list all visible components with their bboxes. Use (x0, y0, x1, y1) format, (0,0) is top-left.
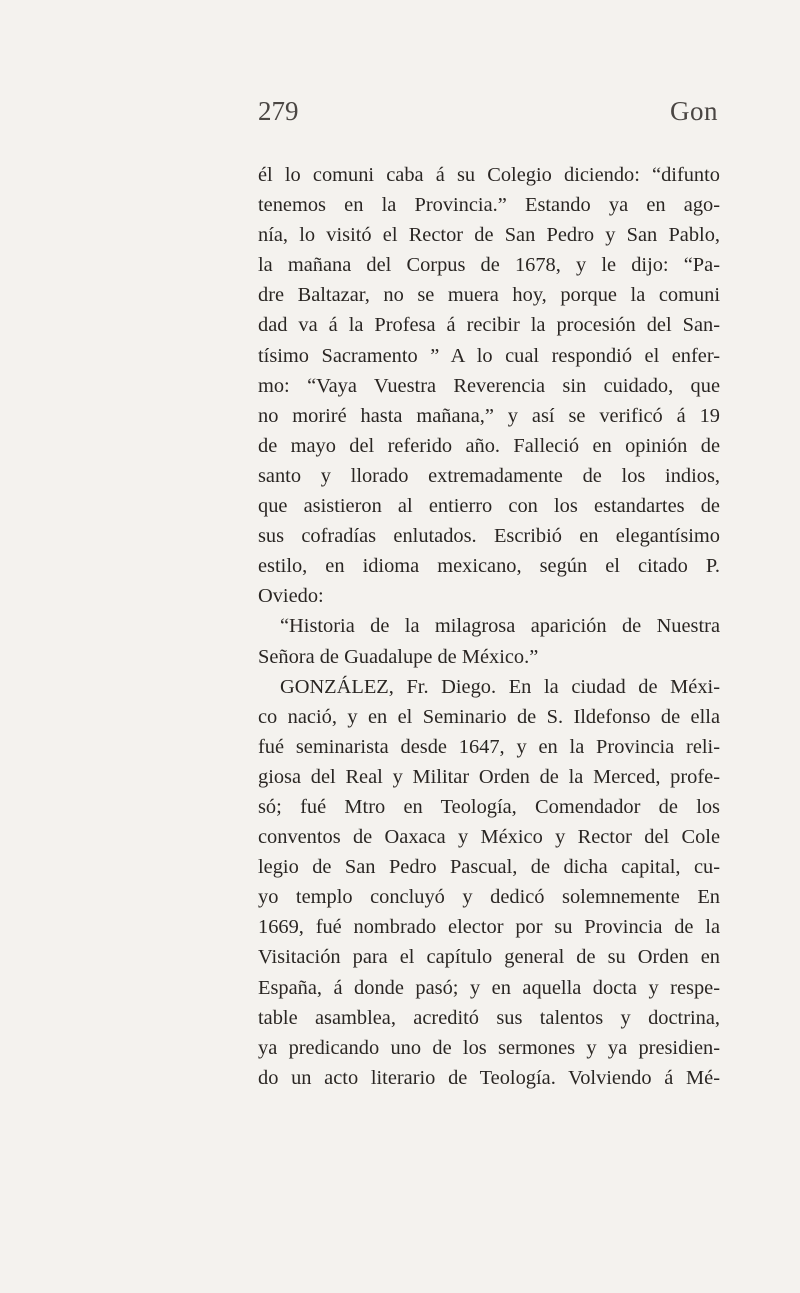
text-line: que asistieron al entierro con los estandartes de (258, 495, 720, 518)
text-line: legio de San Pedro Pascual, de dicha capital, cu- (258, 856, 720, 879)
page-header (258, 96, 718, 136)
text-line: yo templo concluyó y dedicó solemnemente En (258, 886, 720, 909)
text-line: estilo, en idioma mexicano, según el citado P. (258, 555, 720, 578)
text-line: la mañana del Corpus de 1678, y le dijo: “Pa- (258, 254, 720, 277)
text-line: él lo comuni caba á su Colegio diciendo: “difunto (258, 164, 720, 186)
text-line: tísimo Sacramento ” A lo cual respondió el enfer- (258, 344, 720, 367)
text-line: 1669, fué nombrado elector por su Provincia de la (258, 916, 720, 939)
text-line: giosa del Real y Militar Orden de la Merced, profe- (258, 765, 720, 788)
text-line: co nació, y en el Seminario de S. Ildefonso de ella (258, 705, 720, 728)
text-line: mo: “Vaya Vuestra Reverencia sin cuidado, que (258, 374, 720, 397)
text-line: fué seminarista desde 1647, y en la Provincia reli- (258, 735, 720, 758)
text-line: sus cofradías enlutados. Escribió en elegantísimo (258, 525, 720, 548)
running-head: Gon (670, 96, 718, 126)
text-line: santo y llorado extremadamente de los indios, (258, 464, 720, 487)
text-line: dad va á la Profesa á recibir la procesión del San- (258, 314, 720, 337)
text-line: GONZÁLEZ, Fr. Diego. En la ciudad de Méxi- (280, 675, 720, 698)
text-line: Señora de Guadalupe de México.” (258, 645, 539, 668)
text-line: nía, lo visitó el Rector de San Pedro y San Pablo, (258, 224, 720, 247)
text-line: de mayo del referido año. Falleció en opinión de (258, 434, 720, 457)
text-line: no moriré hasta mañana,” y así se verificó á 19 (258, 404, 720, 427)
body-text (258, 160, 720, 1093)
text-line: conventos de Oaxaca y México y Rector del Cole (258, 826, 720, 849)
text-line: tenemos en la Provincia.” Estando ya en ago- (258, 194, 720, 217)
text-line: ya predicando uno de los sermones y ya presidien- (258, 1036, 720, 1059)
page-number: 279 (258, 96, 299, 126)
text-line: España, á donde pasó; y en aquella docta y respe- (258, 976, 720, 999)
text-line: do un acto literario de Teología. Volviendo á Mé- (258, 1066, 720, 1089)
text-line: “Historia de la milagrosa aparición de Nuestra (280, 615, 720, 638)
text-line: Visitación para el capítulo general de su Orden en (258, 946, 720, 969)
text-line: table asamblea, acreditó sus talentos y doctrina, (258, 1006, 720, 1029)
text-line: Oviedo: (258, 585, 324, 608)
text-line: dre Baltazar, no se muera hoy, porque la comuni (258, 284, 720, 307)
text-line: só; fué Mtro en Teología, Comendador de los (258, 795, 720, 818)
